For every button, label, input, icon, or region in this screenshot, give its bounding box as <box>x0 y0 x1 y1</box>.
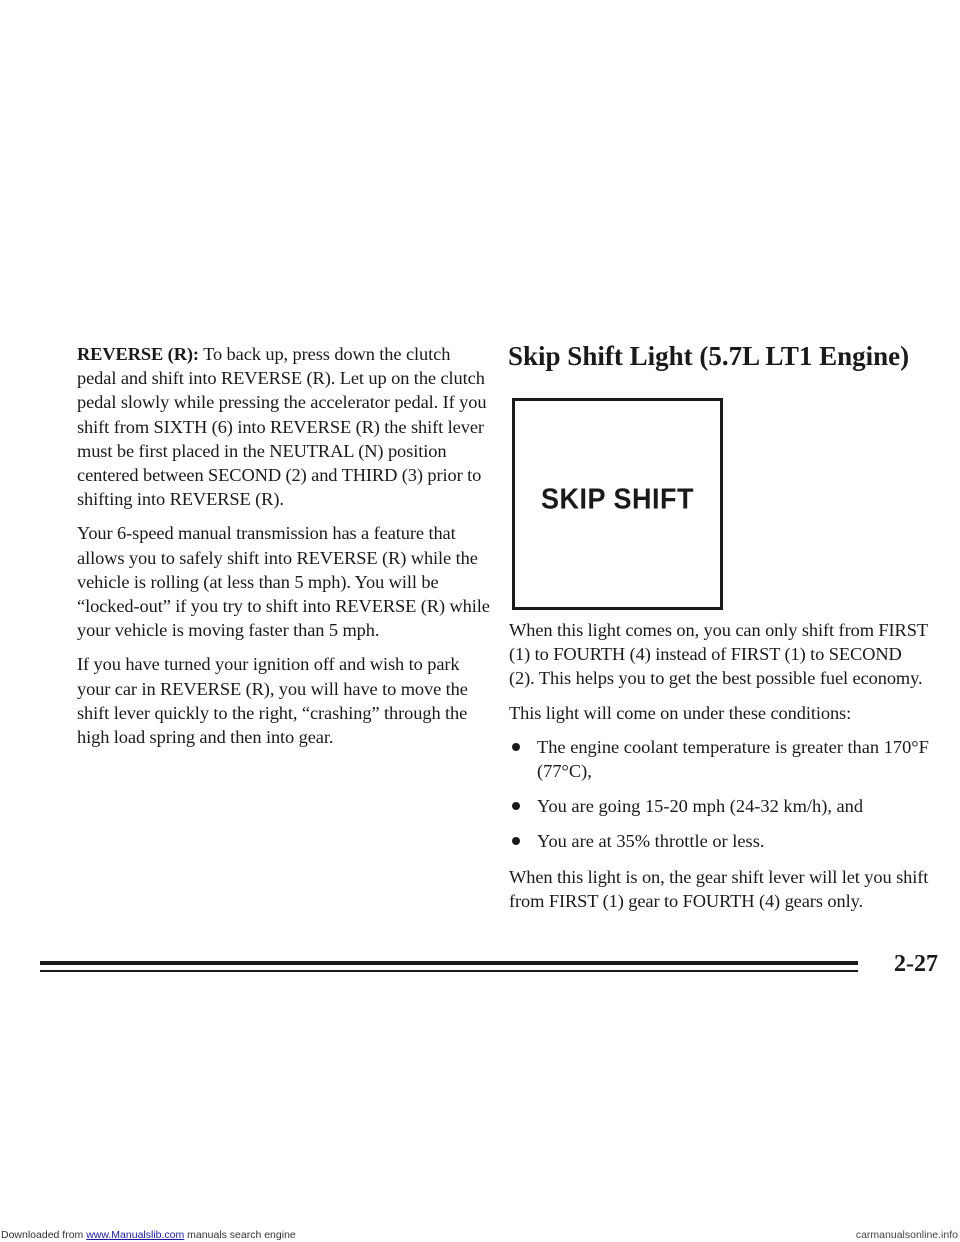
section-title: Skip Shift Light (5.7L LT1 Engine) <box>508 341 910 371</box>
left-column <box>77 342 493 759</box>
conditions-intro: This light will come on under these conditions: <box>509 702 852 723</box>
download-credit <box>1 1229 296 1241</box>
bullet-icon <box>512 743 520 751</box>
right-body <box>509 618 929 923</box>
park-reverse-paragraph: If you have turned your ignition off and wish to park your car in REVERSE (R), you will have to move the shift lever quickly to the right, “crashing” through the high load spring and then into gear. <box>77 654 468 748</box>
condition-text: The engine coolant temperature is greater than 170°F (77°C), <box>537 736 929 782</box>
footer-rule-thick <box>40 961 895 965</box>
list-item <box>509 794 929 818</box>
watermark: carmanualsonline.info <box>855 1229 958 1241</box>
skip-shift-description: When this light comes on, you can only shift from FIRST (1) to FOURTH (4) instead of FIRST (1) to SECOND (2). This helps you to get the best possible fuel economy. <box>509 620 928 689</box>
reverse-lead: REVERSE (R): <box>77 344 199 364</box>
list-item <box>509 829 929 853</box>
condition-text: You are going 15-20 mph (24-32 km/h), and <box>537 796 864 817</box>
footer-suffix: manuals search engine <box>184 1229 296 1241</box>
page-number: 2-27 <box>858 950 938 978</box>
conditions-list <box>509 735 929 854</box>
indicator-label: SKIP SHIFT <box>540 483 695 515</box>
bullet-icon <box>512 802 520 810</box>
list-item <box>509 735 929 783</box>
skip-shift-indicator-icon <box>512 398 723 610</box>
bullet-icon <box>512 837 520 845</box>
footer-prefix: Downloaded from <box>1 1229 87 1241</box>
download-footer <box>0 1228 960 1242</box>
reverse-text: To back up, press down the clutch pedal and shift into REVERSE (R). Let up on the clutch pedal slowly while pressing the accelerator pedal. If you shift from SIXTH (6) into REVERSE (R) the shift lever must be first placed in the NEUTRAL (N) position centered between SECOND (2) and THIRD (3) prior to shifting into REVERSE (R). <box>77 344 487 510</box>
rolling-reverse-paragraph: Your 6-speed manual transmission has a feature that allows you to safely shift into REVERSE (R) while the vehicle is rolling (at less than 5 mph). You will be “locked-out” if you try to shift into REVERSE (R) while your vehicle is moving faster than 5 mph. <box>77 523 490 641</box>
manualslib-link[interactable]: www.Manualslib.com <box>86 1229 185 1241</box>
footer-rule-thin <box>40 970 895 972</box>
condition-text: You are at 35% throttle or less. <box>537 831 765 852</box>
reverse-paragraph <box>77 342 493 511</box>
gear-shift-paragraph: When this light is on, the gear shift lever will let you shift from FIRST (1) gear to FOURTH (4) gears only. <box>509 866 929 911</box>
